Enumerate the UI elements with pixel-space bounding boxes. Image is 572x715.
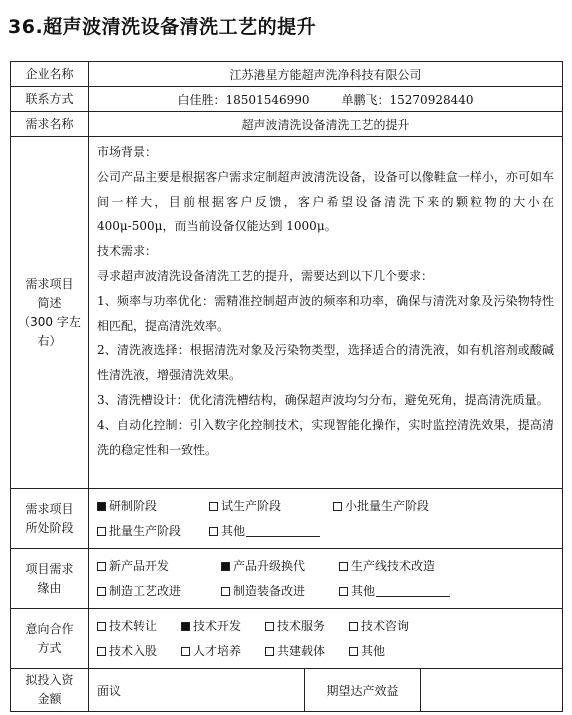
row-investment [11, 669, 563, 712]
cooperation-label-line: 意向合作 [25, 621, 74, 636]
coop-option-training[interactable]: 人才培养 [181, 639, 265, 664]
checkbox-icon [339, 562, 348, 571]
cooperation-label-line: 方式 [37, 640, 62, 655]
origin-option-other[interactable]: 其他 [339, 579, 450, 604]
coop-option-equity[interactable]: 技术入股 [97, 639, 181, 664]
checkbox-icon [349, 622, 358, 631]
coop-option-transfer[interactable]: 技术转让 [97, 614, 181, 639]
demand-form-table [10, 61, 563, 712]
cooperation-label [11, 609, 89, 669]
checkbox-icon [221, 562, 230, 571]
expected-benefit-label: 期望达产效益 [305, 669, 421, 712]
requirement-item: 2、清洗液选择：根据清洗对象及污染物类型，选择适合的清洗液，如有机溶剂或酸碱性清洗液，增强清洗效果。 [97, 343, 555, 383]
investment-label-line: 拟投入资 [25, 673, 74, 687]
row-cooperation [11, 609, 563, 669]
stage-option-small-batch[interactable]: 小批量生产阶段 [333, 494, 429, 519]
stage-label-line: 所处阶段 [25, 520, 74, 535]
expected-benefit-value[interactable] [421, 669, 563, 712]
checkbox-icon [97, 527, 106, 536]
checkbox-icon [209, 502, 218, 511]
checkbox-icon [209, 527, 218, 536]
description-content [89, 137, 563, 489]
contact-person-2: 单鹏飞：15270928440 [341, 92, 474, 107]
row-origin [11, 549, 563, 609]
contact-label: 联系方式 [11, 87, 89, 112]
investment-label [11, 669, 89, 712]
contact-person-1: 白佳胜：18501546990 [177, 92, 310, 107]
checkbox-icon [349, 647, 358, 656]
demand-name-label: 需求名称 [11, 112, 89, 137]
coop-option-platform[interactable]: 共建载体 [265, 639, 349, 664]
requirement-item: 3、清洗槽设计：优化清洗槽结构，确保超声波均匀分布，避免死角，提高清洗质量。 [97, 392, 549, 407]
checkbox-icon [97, 647, 106, 656]
row-company [11, 62, 563, 87]
requirement-item: 4、自动化控制：引入数字化控制技术，实现智能化操作，实时监控清洗效果，提高清洗的稳定性和一致性。 [97, 417, 555, 457]
other-blank-field[interactable] [376, 583, 450, 597]
checkbox-icon [339, 587, 348, 596]
origin-option-line-retrofit[interactable]: 生产线技术改造 [339, 554, 435, 579]
page-title: 36.超声波清洗设备清洗工艺的提升 [8, 16, 317, 38]
origin-label-line: 缘由 [37, 580, 62, 595]
description-label-line: 右） [37, 333, 62, 348]
origin-options [89, 549, 563, 609]
coop-option-other[interactable]: 其他 [349, 639, 385, 664]
checkbox-icon [333, 502, 342, 511]
cooperation-options [89, 609, 563, 669]
origin-label-line: 项目需求 [25, 561, 74, 576]
origin-option-process[interactable]: 制造工艺改进 [97, 579, 221, 604]
stage-option-trial[interactable]: 试生产阶段 [209, 494, 333, 519]
checkbox-icon [97, 587, 106, 596]
coop-option-service[interactable]: 技术服务 [265, 614, 349, 639]
demand-name-value: 超声波清洗设备清洗工艺的提升 [89, 112, 563, 137]
contact-value [89, 87, 563, 112]
checkbox-icon [221, 587, 230, 596]
checkbox-icon [265, 622, 274, 631]
description-label-line: 简述 [37, 295, 62, 310]
other-blank-field[interactable] [246, 523, 320, 537]
origin-option-equipment[interactable]: 制造装备改进 [221, 579, 339, 604]
company-value: 江苏港星方能超声洗净科技有限公司 [89, 62, 563, 87]
investment-value: 面议 [89, 669, 305, 712]
market-background-heading: 市场背景： [97, 145, 158, 159]
market-background-text: 公司产品主要是根据客户需求定制超声波清洗设备，设备可以像鞋盒一样小，亦可如车间一样大，目前根据客户反馈，客户希望设备清洗下来的颗粒物的大小在 400μ-500μ，而当前设备仅能达到 1000μ。 [97, 169, 555, 234]
checkbox-icon [97, 502, 106, 511]
investment-label-line: 金额 [37, 692, 62, 706]
coop-option-development[interactable]: 技术开发 [181, 614, 265, 639]
stage-option-mass[interactable]: 批量生产阶段 [97, 519, 209, 544]
origin-label [11, 549, 89, 609]
stage-option-developing[interactable]: 研制阶段 [97, 494, 209, 519]
checkbox-icon [265, 647, 274, 656]
coop-option-consulting[interactable]: 技术咨询 [349, 614, 409, 639]
stage-options [89, 489, 563, 549]
stage-label-line: 需求项目 [25, 501, 74, 516]
stage-option-other[interactable]: 其他 [209, 519, 320, 544]
description-label-line: 需求项目 [25, 276, 74, 291]
checkbox-icon [97, 622, 106, 631]
tech-demand-heading: 技术需求： [97, 244, 158, 259]
tech-demand-intro: 寻求超声波清洗设备清洗工艺的提升，需要达到以下几个要求： [97, 268, 434, 283]
description-label [11, 137, 89, 489]
row-description [11, 137, 563, 489]
row-demand-name [11, 112, 563, 137]
checkbox-icon [97, 562, 106, 571]
checkbox-icon [181, 622, 190, 631]
row-stage [11, 489, 563, 549]
company-label: 企业名称 [11, 62, 89, 87]
requirement-item: 1、频率与功率优化：需精准控制超声波的频率和功率，确保与清洗对象及污染物特性相匹配，提高清洗效率。 [97, 293, 555, 333]
stage-label [11, 489, 89, 549]
checkbox-icon [181, 647, 190, 656]
description-label-line: （300 字左 [18, 314, 81, 329]
origin-option-upgrade[interactable]: 产品升级换代 [221, 554, 339, 579]
origin-option-new-product[interactable]: 新产品开发 [97, 554, 221, 579]
row-contact [11, 87, 563, 112]
